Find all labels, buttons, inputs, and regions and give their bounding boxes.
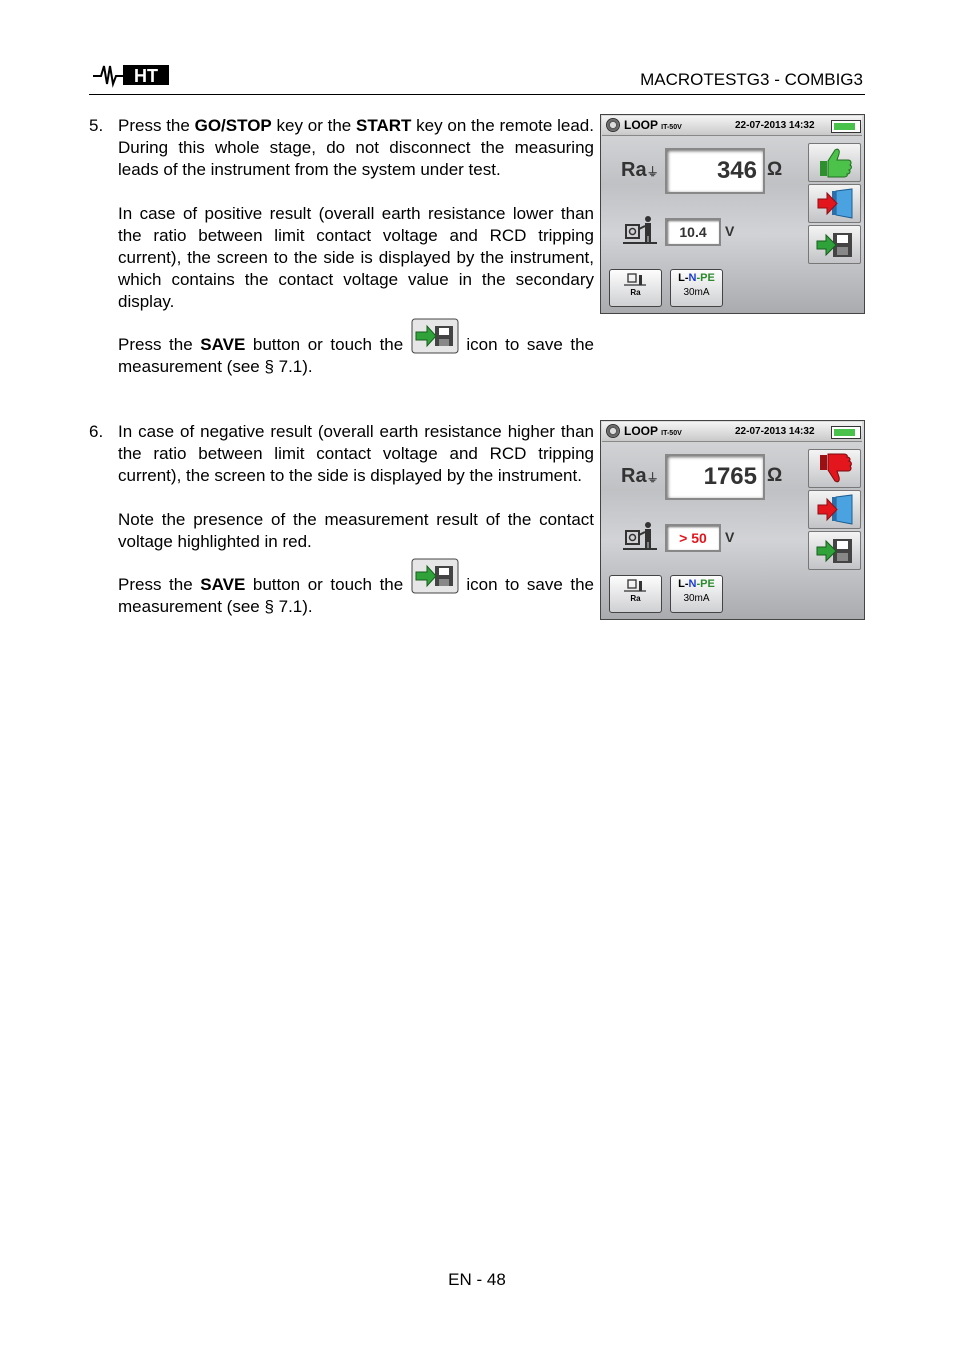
main-value: 346 [716,157,757,184]
exit-icon [816,188,854,219]
result-button[interactable] [808,449,861,488]
logo-text: HT [134,66,158,86]
system-connection-label: L-N-PE [678,578,715,590]
loop-param-icon [610,271,661,289]
page-number: EN - 48 [448,1270,506,1289]
battery-icon [831,426,861,439]
main-display [665,148,765,194]
save-icon [816,229,854,260]
step-5 [89,115,594,378]
step-5-paragraph-2: In case of positive result (overall earth resistance lower than the ratio between limit contact voltage and RCD tripping current), the screen to the side is displayed by the instrument, which contains the contact voltage value in the secondary display. [118,204,594,311]
loop-param-icon [610,577,661,595]
mode-label: LOOP [624,424,658,438]
save-icon [411,558,459,594]
step-number: 6. [89,422,104,441]
parameter-label: Ra [630,288,641,297]
system-select-button[interactable] [670,575,723,613]
system-label: IT-50V [661,430,682,437]
step-6 [89,421,594,618]
battery-icon [831,120,861,133]
secondary-value-alarm: > 50 [679,530,707,546]
secondary-value: 10.4 [679,224,707,240]
rcd-current-label: 30mA [683,287,710,298]
main-parameter-label: Ra⏚ [621,465,659,487]
document-title: MACROTESTG3 - COMBIG3 [640,70,863,89]
system-select-button[interactable] [670,269,723,307]
parameter-label: Ra [630,594,641,603]
main-parameter-label: Ra⏚ [621,159,659,181]
save-button[interactable] [808,225,861,264]
save-button[interactable] [808,531,861,570]
result-button[interactable] [808,143,861,182]
mode-label: LOOP [624,118,658,132]
save-icon [816,535,854,566]
thumbs-up-icon [816,147,854,178]
system-label: IT-50V [661,124,682,131]
gear-icon [606,424,620,438]
main-display [665,454,765,500]
step-number: 5. [89,116,104,135]
secondary-display [665,524,721,552]
instrument-screen-positive [600,114,865,314]
main-unit: Ω [767,159,783,180]
datetime: 22-07-2013 14:32 [735,120,815,131]
secondary-unit: V [725,529,735,545]
secondary-display [665,218,721,246]
status-bar [602,116,862,136]
contact-voltage-icon [623,215,657,249]
step-6-paragraph-2: Note the presence of the measurement result of the contact voltage highlighted in red. [118,510,594,551]
save-icon [411,318,459,354]
main-unit: Ω [767,465,783,486]
exit-icon [816,494,854,525]
exit-button[interactable] [808,184,861,223]
step-6-paragraph-1: In case of negative result (overall earth resistance higher than the ratio between limit contact voltage and RCD tripping current), the screen to the side is displayed by the instrument. [118,422,594,485]
parameter-select-button[interactable] [609,269,662,307]
ht-logo-icon [93,62,173,88]
gear-icon [606,118,620,132]
thumbs-down-icon [816,453,854,484]
status-bar [602,422,862,442]
system-connection-label: L-N-PE [678,272,715,284]
step-5-paragraph-3: Press the SAVE button or touch the icon to save the measurement (see § 7.1). [118,318,594,378]
instrument-screen-negative [600,420,865,620]
secondary-unit: V [725,223,735,239]
step-6-paragraph-3: Press the SAVE button or touch the icon to save the measurement (see § 7.1). [118,558,594,618]
datetime: 22-07-2013 14:32 [735,426,815,437]
contact-voltage-icon [623,521,657,555]
page-header [89,60,865,95]
exit-button[interactable] [808,490,861,529]
step-5-paragraph-1: Press the GO/STOP key or the START key on the remote lead. During this whole stage, do not disconnect the measuring leads of the instrument from the system under test. [118,116,594,179]
main-value: 1765 [703,463,757,490]
rcd-current-label: 30mA [683,593,710,604]
parameter-select-button[interactable] [609,575,662,613]
